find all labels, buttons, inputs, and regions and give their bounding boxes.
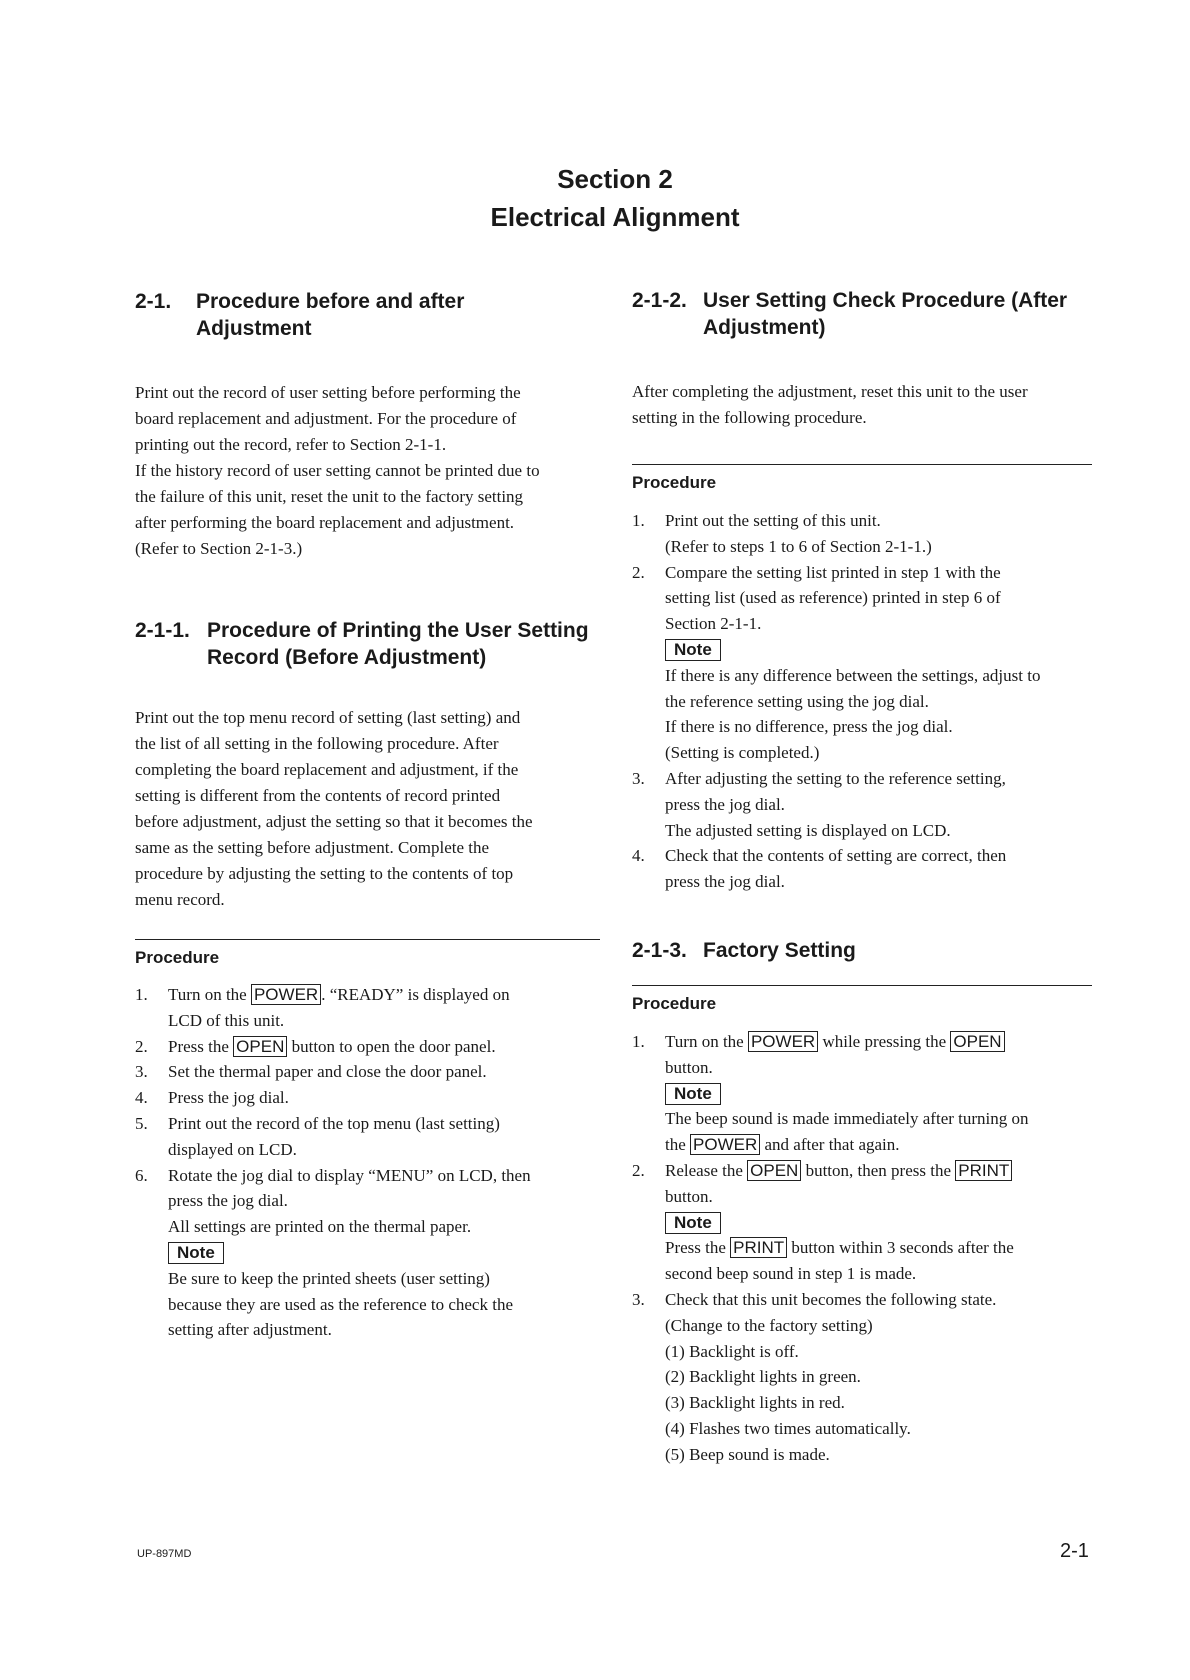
procedure-steps bbox=[632, 1029, 1092, 1468]
procedure-heading: Procedure bbox=[632, 473, 717, 492]
divider bbox=[632, 464, 1092, 465]
list-item: 4. Check that the contents of setting are correct, then press the jog dial. bbox=[632, 846, 1007, 892]
divider bbox=[135, 939, 600, 940]
left-column bbox=[135, 288, 600, 1343]
note-label: Note bbox=[665, 1212, 721, 1234]
power-key: POWER bbox=[690, 1134, 760, 1155]
procedure-steps bbox=[135, 982, 600, 1343]
list-item: 5. Print out the record of the top menu (last setting) displayed on LCD. bbox=[135, 1113, 500, 1159]
right-column bbox=[632, 287, 1092, 1468]
note-label: Note bbox=[168, 1242, 224, 1264]
list-item: 6. Rotate the jog dial to display “MENU” on LCD, then press the jog dial. All settings are printed on the thermal paper. Note Be sure to keep the printed sheets (user setting) because they are used as the reference to check the setting after adjustment. bbox=[135, 1165, 531, 1340]
open-key: OPEN bbox=[950, 1031, 1004, 1052]
power-key: POWER bbox=[748, 1031, 818, 1052]
procedure-heading: Procedure bbox=[135, 948, 220, 967]
state-item: (2) Backlight lights in green. bbox=[665, 1367, 861, 1387]
note-label: Note bbox=[665, 1083, 721, 1105]
list-item: 2. Press the OPEN button to open the door panel. bbox=[135, 1036, 496, 1056]
list-item: 1. Turn on the POWER while pressing the OPEN button. Note The beep sound is made immediately after turning on the POWER and after that again. bbox=[632, 1031, 1029, 1155]
list-item: 2. Compare the setting list printed in step 1 with the setting list (used as reference) printed in step 6 of Section 2-1-1. Note If there is any difference between the settings, adjust to the reference setting using the jog dial. If there is no difference, press the jog dial. (Setting is completed.) bbox=[632, 562, 1041, 763]
heading-2-1: 2-1. Procedure before and after Adjustment bbox=[135, 290, 465, 340]
state-item: (5) Beep sound is made. bbox=[665, 1444, 830, 1464]
list-item: 4. Press the jog dial. bbox=[135, 1088, 289, 1108]
procedure-steps bbox=[632, 508, 1092, 895]
open-key: OPEN bbox=[233, 1036, 287, 1057]
divider bbox=[632, 985, 1092, 986]
state-item: (1) Backlight is off. bbox=[665, 1341, 799, 1361]
list-item: 3. After adjusting the setting to the reference setting, press the jog dial. The adjusted setting is displayed on LCD. bbox=[632, 768, 1006, 840]
print-key: PRINT bbox=[955, 1160, 1012, 1181]
list-item: 3. Check that this unit becomes the following state. (Change to the factory setting) (1) Backlight is off. (2) Backlight lights in green. (3) Backlight lights in red. (4) Flashes two times automatically. (5) Beep sound is made. bbox=[632, 1287, 1092, 1468]
list-item: 3. Set the thermal paper and close the door panel. bbox=[135, 1062, 487, 1082]
open-key: OPEN bbox=[747, 1160, 801, 1181]
printing-paragraph: Print out the top menu record of setting (last setting) and the list of all setting in the following procedure. After completing the board replacement and adjustment, if the setting is different from the contents of record printed before adjustment, adjust the setting so that it becomes the same as the setting before adjustment. Complete the procedure by adjusting the setting to the contents of top menu record. bbox=[135, 708, 533, 909]
page-title: Electrical Alignment bbox=[490, 202, 740, 232]
heading-2-1-3: 2-1-3. Factory Setting bbox=[632, 938, 856, 962]
heading-2-1-1: 2-1-1. Procedure of Printing the User Setting Record (Before Adjustment) bbox=[135, 619, 589, 669]
list-item: 2. Release the OPEN button, then press the PRINT button. Note Press the PRINT button within 3 seconds after the second beep sound in step 1 is made. bbox=[632, 1160, 1014, 1284]
section-label: Section 2 bbox=[557, 164, 673, 194]
state-item: (4) Flashes two times automatically. bbox=[665, 1418, 911, 1438]
intro-paragraph: Print out the record of user setting before performing the board replacement and adjustment. For the procedure of printing out the record, refer to Section 2-1-1. If the history record of user setting cannot be printed due to the failure of this unit, reset the unit to the factory setting after performing the board replacement and adjustment. (Refer to Section 2-1-3.) bbox=[135, 383, 540, 558]
print-key: PRINT bbox=[730, 1237, 787, 1258]
list-item: 1. Turn on the POWER . “READY” is displayed on LCD of this unit. bbox=[135, 985, 510, 1030]
procedure-heading: Procedure bbox=[632, 993, 717, 1013]
check-paragraph: After completing the adjustment, reset this unit to the user setting in the following procedure. bbox=[632, 382, 1028, 427]
model-number: UP-897MD bbox=[137, 1548, 192, 1560]
power-key: POWER bbox=[251, 984, 321, 1005]
note-label: Note bbox=[665, 639, 721, 661]
state-item: (3) Backlight lights in red. bbox=[665, 1393, 845, 1413]
list-item: 1. Print out the setting of this unit. (Refer to steps 1 to 6 of Section 2-1-1.) bbox=[632, 511, 932, 556]
heading-2-1-2: 2-1-2. User Setting Check Procedure (After Adjustment) bbox=[632, 289, 1068, 339]
page-number: 2-1 bbox=[1060, 1540, 1089, 1562]
